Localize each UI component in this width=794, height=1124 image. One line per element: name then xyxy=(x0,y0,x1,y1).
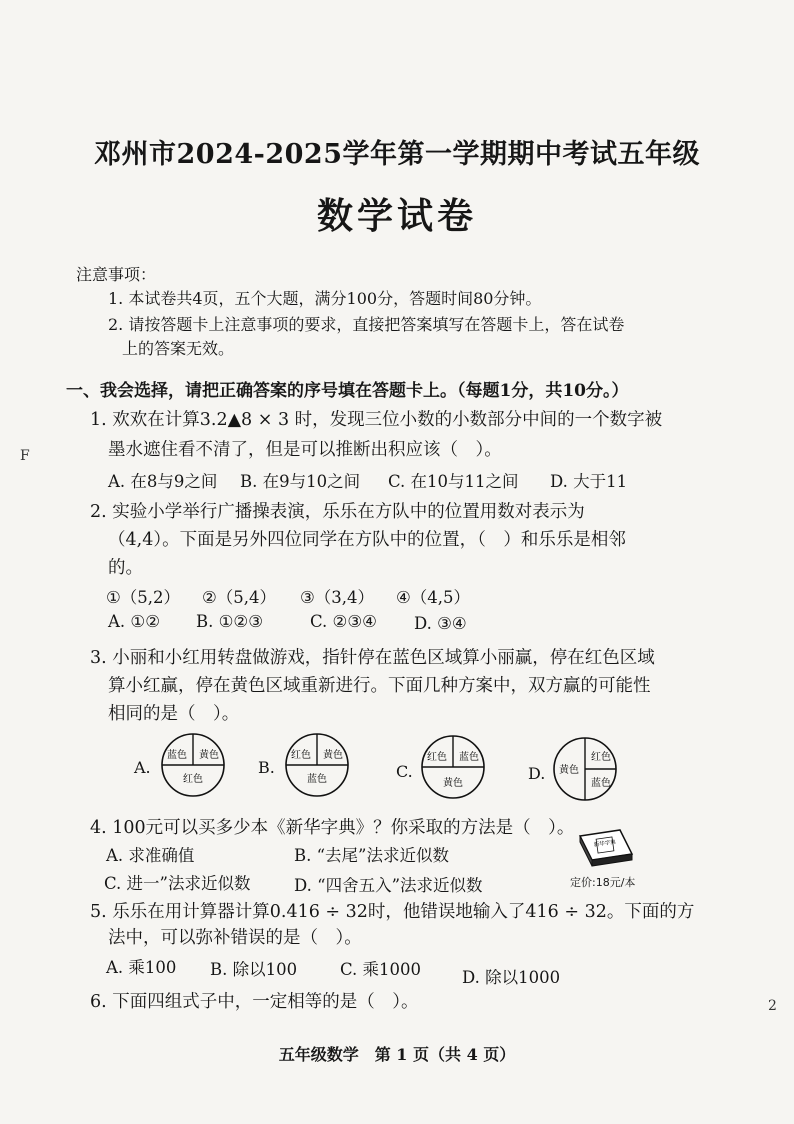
spinner-d xyxy=(550,736,620,802)
q4-option-c: C. 进一”法求近似数 xyxy=(104,874,251,893)
spinner-options xyxy=(130,732,630,802)
q3-line1: 3. 小丽和小红用转盘做游戏，指针停在蓝色区域算小丽赢，停在红色区域 xyxy=(90,648,655,668)
q1-option-c: C. 在10与11之间 xyxy=(388,472,519,491)
spinner-c xyxy=(418,734,488,800)
q1-option-b: B. 在9与10之间 xyxy=(240,472,361,491)
q2-position-1: ①（5,2） xyxy=(106,588,181,607)
book-icon xyxy=(566,828,646,874)
q1-line2: 墨水遮住看不清了，但是可以推断出积应该（ ）。 xyxy=(108,440,502,460)
spinner-a-label-3: 红色 xyxy=(183,774,203,785)
spinner-b xyxy=(282,732,352,798)
q2-line3: 的。 xyxy=(108,558,143,578)
exam-title-line1: 邓州市2024-2025学年第一学期期中考试五年级 xyxy=(94,139,700,170)
spinner-d-letter: D. xyxy=(528,764,546,783)
spinner-b-letter: B. xyxy=(258,758,275,777)
q6-line1: 6. 下面四组式子中，一定相等的是（ ）。 xyxy=(90,992,419,1012)
spinner-b-label-2: 黄色 xyxy=(323,750,343,761)
q1-option-d: D. 大于11 xyxy=(550,472,628,491)
spinner-a xyxy=(158,732,228,798)
q5-line2: 法中，可以弥补错误的是（ ）。 xyxy=(108,928,362,948)
q2-option-b: B. ①②③ xyxy=(196,612,263,631)
notice-item-2-cont: 上的答案无效。 xyxy=(122,339,235,358)
notice-item-1: 1. 本试卷共4页，五个大题，满分100分，答题时间80分钟。 xyxy=(108,289,542,308)
q3-line2: 算小红赢，停在黄色区域重新进行。下面几种方案中，双方赢的可能性 xyxy=(108,676,651,696)
q1-option-a: A. 在8与9之间 xyxy=(108,472,218,491)
q5-option-b: B. 除以100 xyxy=(210,960,298,979)
q2-option-c: C. ②③④ xyxy=(310,612,377,631)
right-edge-mark: 2 xyxy=(768,998,777,1014)
spinner-d-label-3: 蓝色 xyxy=(591,778,611,789)
spinner-b-label-3: 蓝色 xyxy=(307,774,327,785)
spinner-d-label-1: 黄色 xyxy=(559,765,579,776)
q2-option-d: D. ③④ xyxy=(414,614,467,633)
q2-position-3: ③（3,4） xyxy=(300,588,375,607)
q5-option-a: A. 乘100 xyxy=(106,958,177,977)
q2-option-a: A. ①② xyxy=(108,612,160,631)
q5-option-d: D. 除以1000 xyxy=(462,968,561,987)
q1-line1: 1. 欢欢在计算3.2▲8 × 3 时，发现三位小数的小数部分中间的一个数字被 xyxy=(90,410,663,430)
left-edge-mark: F xyxy=(20,448,30,464)
notice-heading: 注意事项： xyxy=(76,265,157,284)
q3-line3: 相同的是（ ）。 xyxy=(108,704,240,724)
page-footer: 五年级数学 第 1 页（共 4 页） xyxy=(278,1045,516,1064)
spinner-a-letter: A. xyxy=(134,758,151,777)
q4-option-b: B. “去尾”法求近似数 xyxy=(294,846,449,865)
section1-heading: 一、我会选择，请把正确答案的序号填在答题卡上。（每题1分，共10分。） xyxy=(66,381,629,401)
q2-line1: 2. 实验小学举行广播操表演，乐乐在方队中的位置用数对表示为 xyxy=(90,502,585,522)
q4-option-a: A. 求准确值 xyxy=(106,846,195,865)
spinner-a-label-2: 黄色 xyxy=(199,750,219,761)
q4-option-d: D. “四舍五入”法求近似数 xyxy=(294,876,483,895)
spinner-c-label-2: 蓝色 xyxy=(459,752,479,763)
q5-option-c: C. 乘1000 xyxy=(340,960,422,979)
book-title: 新华字典 xyxy=(593,839,617,849)
exam-title-line2: 数学试卷 xyxy=(316,195,477,237)
notice-item-2: 2. 请按答题卡上注意事项的要求，直接把答案填写在答题卡上，答在试卷 xyxy=(108,315,625,334)
q2-position-4: ④（4,5） xyxy=(396,588,471,607)
spinner-b-label-1: 红色 xyxy=(291,750,311,761)
book-price: 定价:18元/本 xyxy=(570,876,636,889)
spinner-c-label-3: 黄色 xyxy=(443,778,463,789)
spinner-d-label-2: 红色 xyxy=(591,752,611,763)
dictionary-illustration xyxy=(566,828,646,889)
spinner-a-label-1: 蓝色 xyxy=(167,750,187,761)
spinner-c-letter: C. xyxy=(396,762,413,781)
q5-line1: 5. 乐乐在用计算器计算0.416 ÷ 32时，他错误地输入了416 ÷ 32。下面的方 xyxy=(90,902,695,922)
q4-line1: 4. 100元可以买多少本《新华字典》？你采取的方法是（ ）。 xyxy=(90,818,575,838)
q2-line2: （4,4）。下面是另外四位同学在方队中的位置，（ ）和乐乐是相邻 xyxy=(108,530,626,550)
q2-position-2: ②（5,4） xyxy=(202,588,277,607)
spinner-c-label-1: 红色 xyxy=(427,752,447,763)
